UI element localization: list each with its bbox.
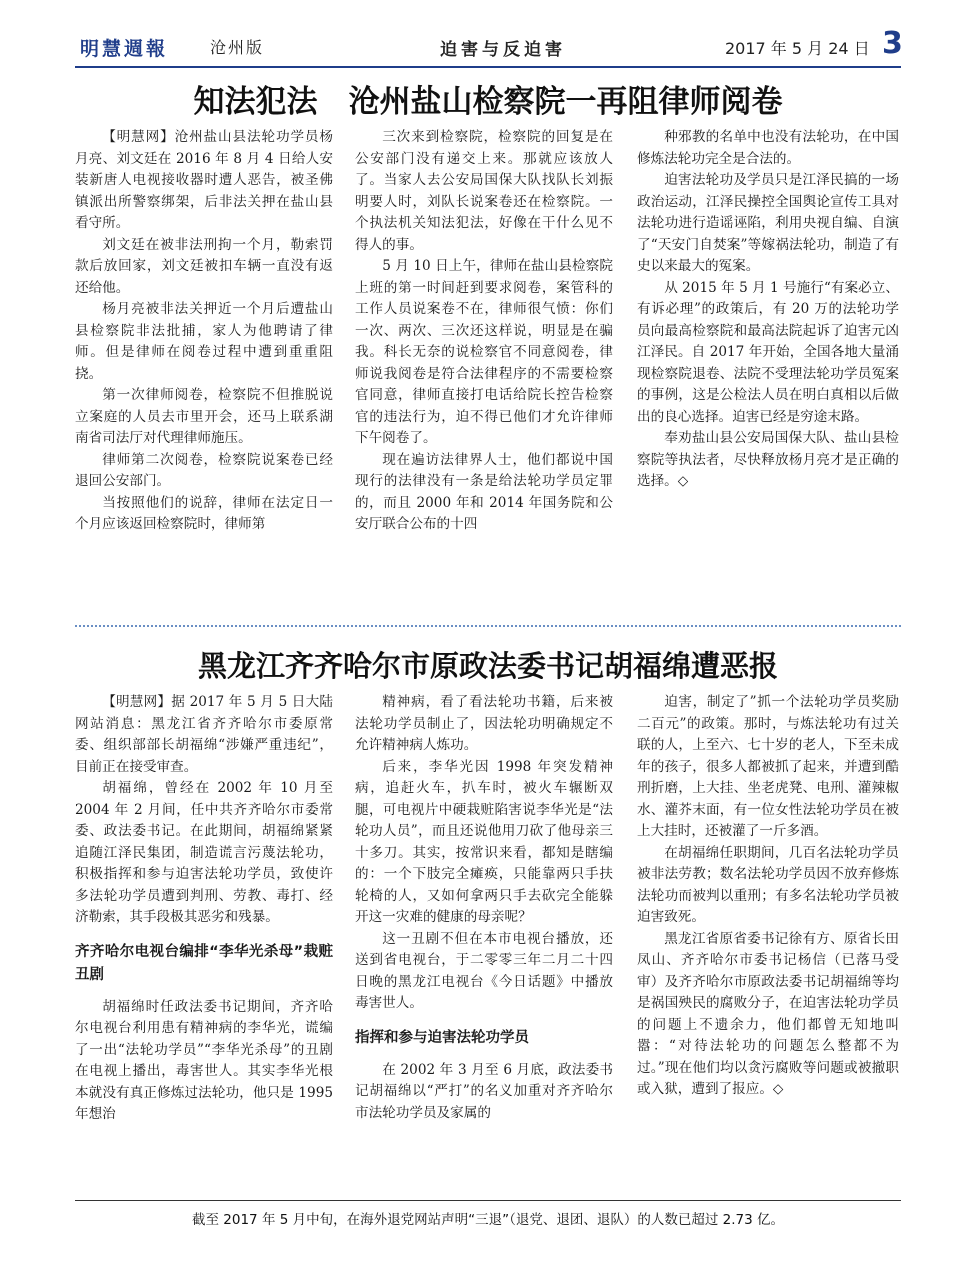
header-rule xyxy=(75,66,901,68)
paragraph: 刘文廷在被非法刑拘一个月，勒索罚款后放回家，刘文廷被扣车辆一直没有返还给他。 xyxy=(75,236,333,296)
article2-column-1-body-b xyxy=(75,997,333,1126)
paragraph: 胡福绵，曾经在 2002 年 10 月至 2004 年 2 月间，任中共齐齐哈尔市委常委、政法委书记。在此期间，胡福绵紧紧追随江泽民集团，制造谎言污蔑法轮功，积极指挥和参与迫害法轮功学员，致使许多法轮功学员遭到判刑、劳教、毒打、经济勒索，其手段极其恶劣和残暴。 xyxy=(75,780,333,925)
article2-subhead-1: 齐齐哈尔电视台编排“李华光杀母”栽赃丑剧 xyxy=(75,943,333,983)
paragraph: 胡福绵时任政法委书记期间，齐齐哈尔电视台利用患有精神病的李华光，谎编了一出“法轮功学员”“李华光杀母”的丑剧在电视上播出，毒害世人。其实李华光根本就没有真正修炼过法轮功，他只是 1995 年想治 xyxy=(75,998,333,1122)
article1-column-2 xyxy=(355,127,613,536)
paragraph: 种邪教的名单中也没有法轮功，在中国修炼法轮功完全是合法的。 xyxy=(637,129,899,167)
paragraph: 现在遍访法律界人士，他们都说中国现行的法律没有一条是给法轮功学员定罪的，而且 2000 年和 2014 年国务院和公安厅联合公布的十四 xyxy=(355,451,613,532)
article2-column-2-body-b xyxy=(355,1060,613,1125)
article1-column-3 xyxy=(637,127,899,493)
paragraph: 从 2015 年 5 月 1 号施行“有案必立、有诉必理”的政策后，有 20 万的法轮功学员向最高检察院和最高法院起诉了迫害元凶江泽民。自 2017 年开始，全国各地大量涌现检察院退卷、法院不受理法轮功学员冤案的事例，这是公检法人员在明白真相以后做出的良心选择。迫害已经是穷途末路。 xyxy=(637,279,899,425)
paragraph: 当按照他们的说辞，律师在法定日一个月应该返回检察院时，律师第 xyxy=(75,494,333,532)
paragraph: 奉劝盐山县公安局国保大队、盐山县检察院等执法者，尽快释放杨月亮才是正确的选择。◇ xyxy=(637,430,899,489)
paragraph: 三次来到检察院，检察院的回复是在公安部门没有递交上来。那就应该放人了。当家人去公安局国保大队找队长刘振明要人时，刘队长说案卷还在检察院。一个执法机关知法犯法，好像在干什么见不得人的事。 xyxy=(355,129,613,253)
paragraph: 【明慧网】沧州盐山县法轮功学员杨月亮、刘文廷在 2016 年 8 月 4 日给人安装新唐人电视接收器时遭人恶告，被圣佛镇派出所警察绑架，后非法关押在盐山县看守所。 xyxy=(75,129,333,231)
paragraph: 在胡福绵任职期间，几百名法轮功学员被非法劳教；数名法轮功学员因不放弃修炼法轮功而被判以重刑；有多名法轮功学员被迫害致死。 xyxy=(637,844,899,925)
paragraph: 后来，李华光因 1998 年突发精神病，追赶火车，扒车时，被火车辗断双腿，可电视片中硬栽赃陷害说李华光是“法轮功人员”，而且还说他用刀砍了他母亲三十多刀。其实，按常识来看，都知是瞎编的：一个下肢完全瘫痪，只能靠两只手扶轮椅的人，又如何拿两只手去砍完全能躲开这一灾难的健康的母亲呢？ xyxy=(355,758,613,925)
issue-date: 2017 年 5 月 24 日 xyxy=(725,39,870,58)
article2-column-1 xyxy=(75,692,333,1126)
paragraph: 黑龙江省原省委书记徐有方、原省长田凤山、齐齐哈尔市委书记杨信（已落马受审）及齐齐哈尔市原政法委书记胡福绵等均是祸国殃民的腐败分子，在迫害法轮功学员的问题上不遗余力，他们都曾无知地叫嚣：“对待法轮功的问题怎么整都不为过。”现在他们均以贪污腐败等问题或被撤职或入狱，遭到了报应。◇ xyxy=(637,930,899,1097)
article2-column-3 xyxy=(637,692,899,1101)
paragraph: 杨月亮被非法关押近一个月后遭盐山县检察院非法批捕，家人为他聘请了律师。但是律师在阅卷过程中遭到重重阻挠。 xyxy=(75,301,333,382)
edition-label: 沧州版 xyxy=(210,38,265,57)
paragraph: 迫害，制定了”抓一个法轮功学员奖励二百元”的政策。那时，与炼法轮功有过关联的人，上至六、七十岁的老人，下至未成年的孩子，很多人都被抓了起来，并遭到酷刑折磨，上大挂、坐老虎凳、电刑、灌辣椒水、灌芥末面，有一位女性法轮功学员在被上大挂时，还被灌了一斤多酒。 xyxy=(637,694,899,839)
paragraph: 律师第二次阅卷，检察院说案卷已经退回公安部门。 xyxy=(75,451,333,489)
paragraph: 5 月 10 日上午，律师在盐山县检察院上班的第一时间赶到要求阅卷，案管科的工作人员说案卷不在，律师很气愤：你们一次、两次、三次还这样说，明显是在骗我。科长无奈的说检察官不同意阅卷，律师说我阅卷是符合法律程序的不需要检察官同意，律师直接打电话给院长控告检察官的违法行为，迫不得已他们才允许律师下午阅卷了。 xyxy=(355,258,613,446)
paragraph: 在 2002 年 3 月至 6 月底，政法委书记胡福绵以“严打”的名义加重对齐齐哈尔市法轮功学员及家属的 xyxy=(355,1061,613,1121)
article1-title: 知法犯法 沧州盐山检察院一再阻律师阅卷 xyxy=(193,84,783,120)
article2-column-1-body xyxy=(75,692,333,929)
paragraph: 迫害法轮功及学员只是江泽民搞的一场政治运动，江泽民操控全国舆论宣传工具对法轮功进行造谣诬陷，利用央视自编、自演了“天安门自焚案”等嫁祸法轮功，制造了有史以来最大的冤案。 xyxy=(637,172,899,274)
article2-column-2-body xyxy=(355,692,613,1015)
article-divider xyxy=(75,625,901,627)
paragraph: 这一丑剧不但在本市电视台播放，还送到省电视台，于二零零三年二月二十四日晚的黑龙江电视台《今日话题》中播放毒害世人。 xyxy=(355,930,613,1011)
page-header xyxy=(70,26,910,66)
footer-rule xyxy=(75,1200,901,1201)
article2-column-2 xyxy=(355,692,613,1124)
footer-notice: 截至 2017 年 5 月中旬，在海外退党网站声明“三退”（退党、退团、退队）的人数已超过 2.73 亿。 xyxy=(192,1212,784,1228)
masthead-logo: 明慧週報 xyxy=(80,38,169,60)
article2-subhead-2: 指挥和参与迫害法轮功学员 xyxy=(355,1029,529,1046)
article2-title: 黑龙江齐齐哈尔市原政法委书记胡福绵遭恶报 xyxy=(197,649,778,683)
paragraph: 第一次律师阅卷，检察院不但推脱说立案庭的人员去市里开会，还马上联系湖南省司法厅对代理律师施压。 xyxy=(75,387,333,446)
page-number: 3 xyxy=(882,26,903,61)
paragraph: 精神病，看了看法轮功书籍，后来被法轮功学员制止了，因法轮功明确规定不允许精神病人炼功。 xyxy=(355,694,613,753)
article1-column-1 xyxy=(75,127,333,536)
section-title: 迫害与反迫害 xyxy=(440,40,566,60)
paragraph: 【明慧网】据 2017 年 5 月 5 日大陆网站消息：黑龙江省齐齐哈尔市委原常委、组织部部长胡福绵“涉嫌严重违纪”，目前正在接受审查。 xyxy=(75,694,333,775)
